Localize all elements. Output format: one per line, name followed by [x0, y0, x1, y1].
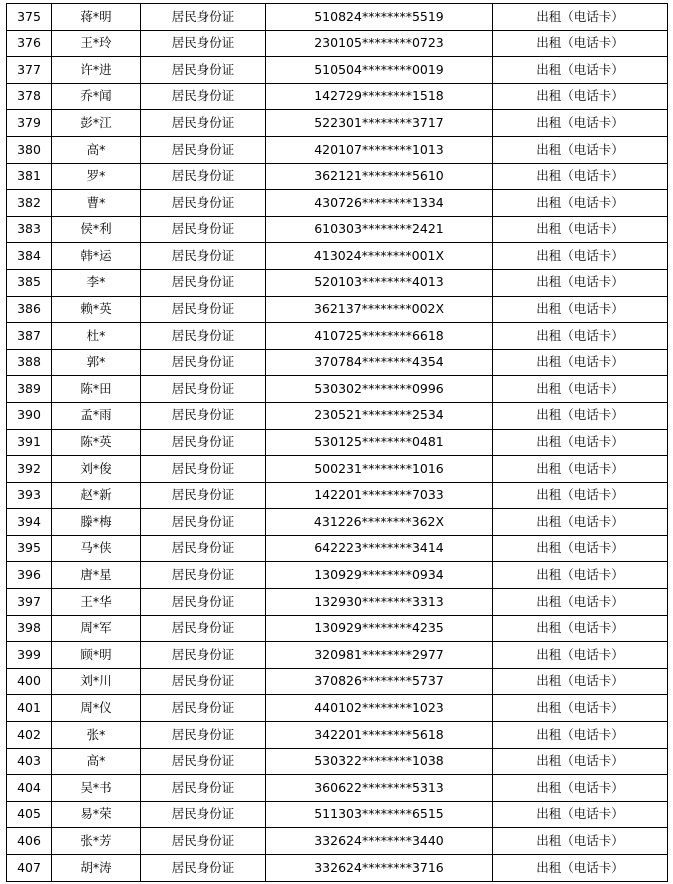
id-number-cell: 342201********5618 [266, 722, 493, 749]
table-row [7, 589, 668, 616]
document-type-cell: 居民身份证 [141, 30, 266, 57]
table-row [7, 402, 668, 429]
name-cell: 张*芳 [52, 828, 141, 855]
status-cell: 出租（电话卡） [493, 615, 668, 642]
status-cell: 出租（电话卡） [493, 57, 668, 84]
table-row [7, 695, 668, 722]
table-row [7, 562, 668, 589]
row-number-cell: 390 [7, 402, 52, 429]
table-row [7, 828, 668, 855]
table-row [7, 216, 668, 243]
name-cell: 高* [52, 136, 141, 163]
document-type-cell: 居民身份证 [141, 695, 266, 722]
status-cell: 出租（电话卡） [493, 243, 668, 270]
table-row [7, 801, 668, 828]
id-number-cell: 510504********0019 [266, 57, 493, 84]
name-cell: 蒋*明 [52, 4, 141, 31]
table-row [7, 615, 668, 642]
id-number-cell: 332624********3716 [266, 855, 493, 882]
document-type-cell: 居民身份证 [141, 243, 266, 270]
document-type-cell: 居民身份证 [141, 4, 266, 31]
status-cell: 出租（电话卡） [493, 748, 668, 775]
row-number-cell: 405 [7, 801, 52, 828]
document-type-cell: 居民身份证 [141, 482, 266, 509]
document-type-cell: 居民身份证 [141, 642, 266, 669]
status-cell: 出租（电话卡） [493, 216, 668, 243]
document-type-cell: 居民身份证 [141, 509, 266, 536]
name-cell: 陈*田 [52, 376, 141, 403]
document-type-cell: 居民身份证 [141, 296, 266, 323]
document-type-cell: 居民身份证 [141, 269, 266, 296]
status-cell: 出租（电话卡） [493, 296, 668, 323]
document-type-cell: 居民身份证 [141, 615, 266, 642]
name-cell: 韩*运 [52, 243, 141, 270]
status-cell: 出租（电话卡） [493, 695, 668, 722]
table-row [7, 509, 668, 536]
document-type-cell: 居民身份证 [141, 216, 266, 243]
document-type-cell: 居民身份证 [141, 349, 266, 376]
table-row [7, 429, 668, 456]
row-number-cell: 399 [7, 642, 52, 669]
name-cell: 刘*川 [52, 668, 141, 695]
id-number-cell: 500231********1016 [266, 456, 493, 483]
name-cell: 赖*英 [52, 296, 141, 323]
document-type-cell: 居民身份证 [141, 136, 266, 163]
document-type-cell: 居民身份证 [141, 402, 266, 429]
id-number-cell: 420107********1013 [266, 136, 493, 163]
status-cell: 出租（电话卡） [493, 110, 668, 137]
row-number-cell: 381 [7, 163, 52, 190]
status-cell: 出租（电话卡） [493, 668, 668, 695]
name-cell: 罗* [52, 163, 141, 190]
row-number-cell: 391 [7, 429, 52, 456]
name-cell: 乔*闻 [52, 83, 141, 110]
row-number-cell: 403 [7, 748, 52, 775]
row-number-cell: 389 [7, 376, 52, 403]
document-type-cell: 居民身份证 [141, 668, 266, 695]
id-number-cell: 320981********2977 [266, 642, 493, 669]
table-row [7, 269, 668, 296]
id-number-cell: 332624********3440 [266, 828, 493, 855]
name-cell: 郭* [52, 349, 141, 376]
name-cell: 陈*英 [52, 429, 141, 456]
row-number-cell: 407 [7, 855, 52, 882]
name-cell: 周*军 [52, 615, 141, 642]
document-type-cell: 居民身份证 [141, 190, 266, 217]
document-type-cell: 居民身份证 [141, 456, 266, 483]
document-type-cell: 居民身份证 [141, 376, 266, 403]
id-number-cell: 610303********2421 [266, 216, 493, 243]
id-number-cell: 370826********5737 [266, 668, 493, 695]
row-number-cell: 393 [7, 482, 52, 509]
row-number-cell: 392 [7, 456, 52, 483]
status-cell: 出租（电话卡） [493, 775, 668, 802]
status-cell: 出租（电话卡） [493, 482, 668, 509]
row-number-cell: 396 [7, 562, 52, 589]
table-row [7, 482, 668, 509]
table-row [7, 30, 668, 57]
name-cell: 易*荣 [52, 801, 141, 828]
name-cell: 侯*利 [52, 216, 141, 243]
id-number-cell: 511303********6515 [266, 801, 493, 828]
name-cell: 许*进 [52, 57, 141, 84]
row-number-cell: 375 [7, 4, 52, 31]
table-row [7, 775, 668, 802]
id-number-cell: 530302********0996 [266, 376, 493, 403]
name-cell: 王*华 [52, 589, 141, 616]
id-number-cell: 530125********0481 [266, 429, 493, 456]
row-number-cell: 401 [7, 695, 52, 722]
status-cell: 出租（电话卡） [493, 589, 668, 616]
table-row [7, 668, 668, 695]
name-cell: 赵*新 [52, 482, 141, 509]
row-number-cell: 380 [7, 136, 52, 163]
table-row [7, 83, 668, 110]
status-cell: 出租（电话卡） [493, 562, 668, 589]
row-number-cell: 386 [7, 296, 52, 323]
status-cell: 出租（电话卡） [493, 828, 668, 855]
table-row [7, 748, 668, 775]
status-cell: 出租（电话卡） [493, 30, 668, 57]
table-row [7, 323, 668, 350]
status-cell: 出租（电话卡） [493, 509, 668, 536]
records-table-container [6, 3, 667, 882]
status-cell: 出租（电话卡） [493, 376, 668, 403]
id-number-cell: 130929********4235 [266, 615, 493, 642]
id-number-cell: 142201********7033 [266, 482, 493, 509]
id-number-cell: 510824********5519 [266, 4, 493, 31]
document-type-cell: 居民身份证 [141, 535, 266, 562]
name-cell: 王*玲 [52, 30, 141, 57]
table-row [7, 349, 668, 376]
records-table-body [7, 4, 668, 882]
name-cell: 唐*星 [52, 562, 141, 589]
document-type-cell: 居民身份证 [141, 57, 266, 84]
id-number-cell: 430726********1334 [266, 190, 493, 217]
name-cell: 顾*明 [52, 642, 141, 669]
name-cell: 杜* [52, 323, 141, 350]
table-row [7, 163, 668, 190]
status-cell: 出租（电话卡） [493, 269, 668, 296]
row-number-cell: 383 [7, 216, 52, 243]
table-row [7, 855, 668, 882]
status-cell: 出租（电话卡） [493, 190, 668, 217]
id-number-cell: 410725********6618 [266, 323, 493, 350]
table-row [7, 722, 668, 749]
row-number-cell: 395 [7, 535, 52, 562]
row-number-cell: 400 [7, 668, 52, 695]
records-table [6, 3, 668, 882]
id-number-cell: 642223********3414 [266, 535, 493, 562]
id-number-cell: 413024********001X [266, 243, 493, 270]
status-cell: 出租（电话卡） [493, 535, 668, 562]
id-number-cell: 230105********0723 [266, 30, 493, 57]
table-row [7, 376, 668, 403]
row-number-cell: 394 [7, 509, 52, 536]
table-row [7, 243, 668, 270]
status-cell: 出租（电话卡） [493, 323, 668, 350]
table-row [7, 190, 668, 217]
document-type-cell: 居民身份证 [141, 163, 266, 190]
row-number-cell: 406 [7, 828, 52, 855]
id-number-cell: 360622********5313 [266, 775, 493, 802]
status-cell: 出租（电话卡） [493, 722, 668, 749]
status-cell: 出租（电话卡） [493, 402, 668, 429]
status-cell: 出租（电话卡） [493, 429, 668, 456]
status-cell: 出租（电话卡） [493, 456, 668, 483]
id-number-cell: 230521********2534 [266, 402, 493, 429]
id-number-cell: 362137********002X [266, 296, 493, 323]
name-cell: 滕*梅 [52, 509, 141, 536]
name-cell: 张* [52, 722, 141, 749]
status-cell: 出租（电话卡） [493, 855, 668, 882]
table-row [7, 456, 668, 483]
status-cell: 出租（电话卡） [493, 163, 668, 190]
name-cell: 吴*书 [52, 775, 141, 802]
name-cell: 曹* [52, 190, 141, 217]
document-type-cell: 居民身份证 [141, 801, 266, 828]
document-type-cell: 居民身份证 [141, 748, 266, 775]
row-number-cell: 388 [7, 349, 52, 376]
id-number-cell: 362121********5610 [266, 163, 493, 190]
document-type-cell: 居民身份证 [141, 855, 266, 882]
row-number-cell: 398 [7, 615, 52, 642]
row-number-cell: 397 [7, 589, 52, 616]
id-number-cell: 132930********3313 [266, 589, 493, 616]
table-row [7, 535, 668, 562]
row-number-cell: 377 [7, 57, 52, 84]
table-row [7, 296, 668, 323]
id-number-cell: 431226********362X [266, 509, 493, 536]
document-type-cell: 居民身份证 [141, 722, 266, 749]
name-cell: 刘*俊 [52, 456, 141, 483]
row-number-cell: 385 [7, 269, 52, 296]
name-cell: 周*仪 [52, 695, 141, 722]
row-number-cell: 382 [7, 190, 52, 217]
table-row [7, 136, 668, 163]
row-number-cell: 387 [7, 323, 52, 350]
table-row [7, 4, 668, 31]
id-number-cell: 520103********4013 [266, 269, 493, 296]
row-number-cell: 402 [7, 722, 52, 749]
name-cell: 彭*江 [52, 110, 141, 137]
id-number-cell: 130929********0934 [266, 562, 493, 589]
document-type-cell: 居民身份证 [141, 83, 266, 110]
id-number-cell: 440102********1023 [266, 695, 493, 722]
row-number-cell: 404 [7, 775, 52, 802]
document-type-cell: 居民身份证 [141, 429, 266, 456]
status-cell: 出租（电话卡） [493, 83, 668, 110]
document-type-cell: 居民身份证 [141, 110, 266, 137]
document-type-cell: 居民身份证 [141, 828, 266, 855]
status-cell: 出租（电话卡） [493, 349, 668, 376]
status-cell: 出租（电话卡） [493, 642, 668, 669]
name-cell: 孟*雨 [52, 402, 141, 429]
document-type-cell: 居民身份证 [141, 323, 266, 350]
id-number-cell: 522301********3717 [266, 110, 493, 137]
status-cell: 出租（电话卡） [493, 4, 668, 31]
status-cell: 出租（电话卡） [493, 801, 668, 828]
row-number-cell: 378 [7, 83, 52, 110]
table-row [7, 57, 668, 84]
name-cell: 高* [52, 748, 141, 775]
row-number-cell: 376 [7, 30, 52, 57]
document-type-cell: 居民身份证 [141, 562, 266, 589]
id-number-cell: 530322********1038 [266, 748, 493, 775]
id-number-cell: 142729********1518 [266, 83, 493, 110]
row-number-cell: 379 [7, 110, 52, 137]
table-row [7, 642, 668, 669]
name-cell: 李* [52, 269, 141, 296]
name-cell: 胡*涛 [52, 855, 141, 882]
name-cell: 马*侠 [52, 535, 141, 562]
status-cell: 出租（电话卡） [493, 136, 668, 163]
row-number-cell: 384 [7, 243, 52, 270]
document-type-cell: 居民身份证 [141, 775, 266, 802]
id-number-cell: 370784********4354 [266, 349, 493, 376]
table-row [7, 110, 668, 137]
document-type-cell: 居民身份证 [141, 589, 266, 616]
